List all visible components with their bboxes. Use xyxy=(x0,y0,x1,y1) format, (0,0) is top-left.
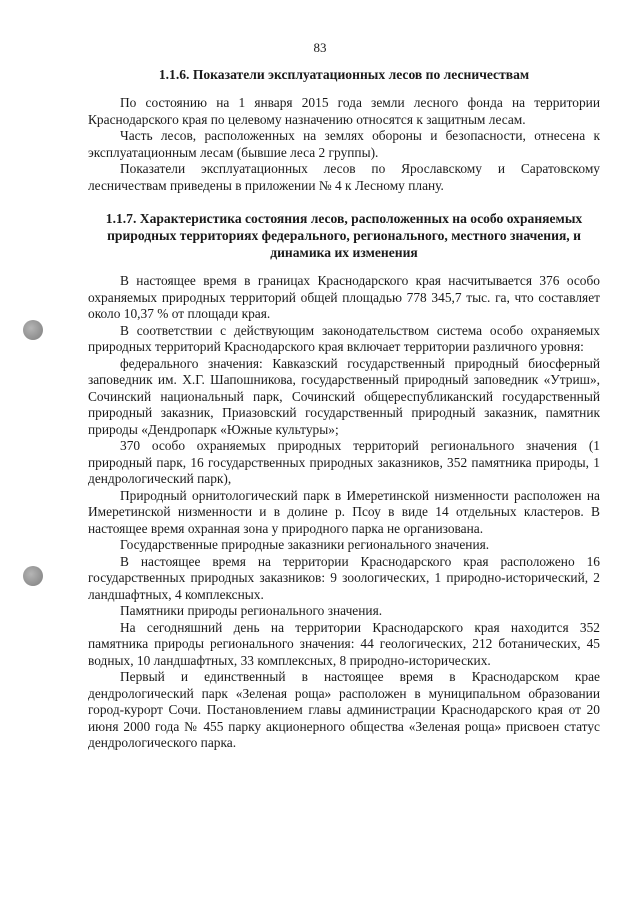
paragraph: 370 особо охраняемых природных территорий регионального значения (1 природный парк, 16 государственных природных заказников, 352 памятника природы, 1 дендрологический парк), xyxy=(88,438,600,486)
paragraph: В соответствии с действующим законодательством система особо охраняемых природных территорий Краснодарского края включает территории различного уровня: xyxy=(88,322,600,354)
paragraph: По состоянию на 1 января 2015 года земли лесного фонда на территории Краснодарского края по целевому назначению относятся к защитным лесам. xyxy=(88,95,600,127)
paragraph: Государственные природные заказники регионального значения. xyxy=(120,537,490,552)
punch-hole-bottom xyxy=(23,566,43,586)
paragraph: Первый и единственный в настоящее время в Краснодарском крае дендрологический парк «Зеленая роща» расположен в муниципальном образовании город-курорт Сочи. Постановлением главы администрации Краснодарского края от 20 июня 2000 года № 455 парку акционерного общества «Зеленая роща» присвоен статус дендрологического парка. xyxy=(88,669,600,750)
paragraph: федерального значения: Кавказский государственный природный биосферный заповедник им. Х.Г. Шапошникова, государственный природный заповедник «Утриш», Сочинский национальный парк, Сочинский общереспубликанский государственный природный заказник, Приазовский государственный природный заказник, памятник природы «Дендропарк «Южные культуры»; xyxy=(88,355,600,437)
punch-hole-top xyxy=(23,320,43,340)
paragraph: В настоящее время в границах Краснодарского края насчитывается 376 особо охраняемых природных территорий общей площадью 778 345,7 тыс. га, что составляет около 10,37 % от площади края. xyxy=(88,273,600,321)
paragraph: Памятники природы регионального значения. xyxy=(120,603,383,618)
section-heading-1-1-6: 1.1.6. Показатели эксплуатационных лесов по лесничествам xyxy=(158,67,530,82)
page-number: 83 xyxy=(313,40,327,55)
paragraph: Природный орнитологический парк в Имеретинской низменности расположен на Имеретинской низменности и в долине р. Псоу в виде 14 отдельных кластеров. В настоящее время охранная зона у природного парка не организована. xyxy=(88,487,600,536)
paragraph: Показатели эксплуатационных лесов по Ярославскому и Саратовскому лесничествам приведены в приложении № 4 к Лесному плану. xyxy=(88,161,600,193)
paragraph: В настоящее время на территории Краснодарского края расположено 16 государственных природных заказников: 9 зоологических, 1 природно-исторический, 2 ландшафтных, 4 комплексных. xyxy=(88,553,600,602)
document-body xyxy=(88,66,600,752)
paragraph: Часть лесов, расположенных на землях обороны и безопасности, отнесена к эксплуатационным лесам (бывшие леса 2 группы). xyxy=(88,128,600,160)
section-heading-1-1-7: 1.1.7. Характеристика состояния лесов, расположенных на особо охраняемых природных территориях федерального, регионального, местного значения, и динамика их изменения xyxy=(105,211,583,260)
paragraph: На сегодняшний день на территории Краснодарского края находится 352 памятника природы регионального значения: 44 геологических, 212 ботанических, 45 водных, 10 ландшафтных, 33 комплексных, 8 природно-исторических. xyxy=(88,619,600,668)
